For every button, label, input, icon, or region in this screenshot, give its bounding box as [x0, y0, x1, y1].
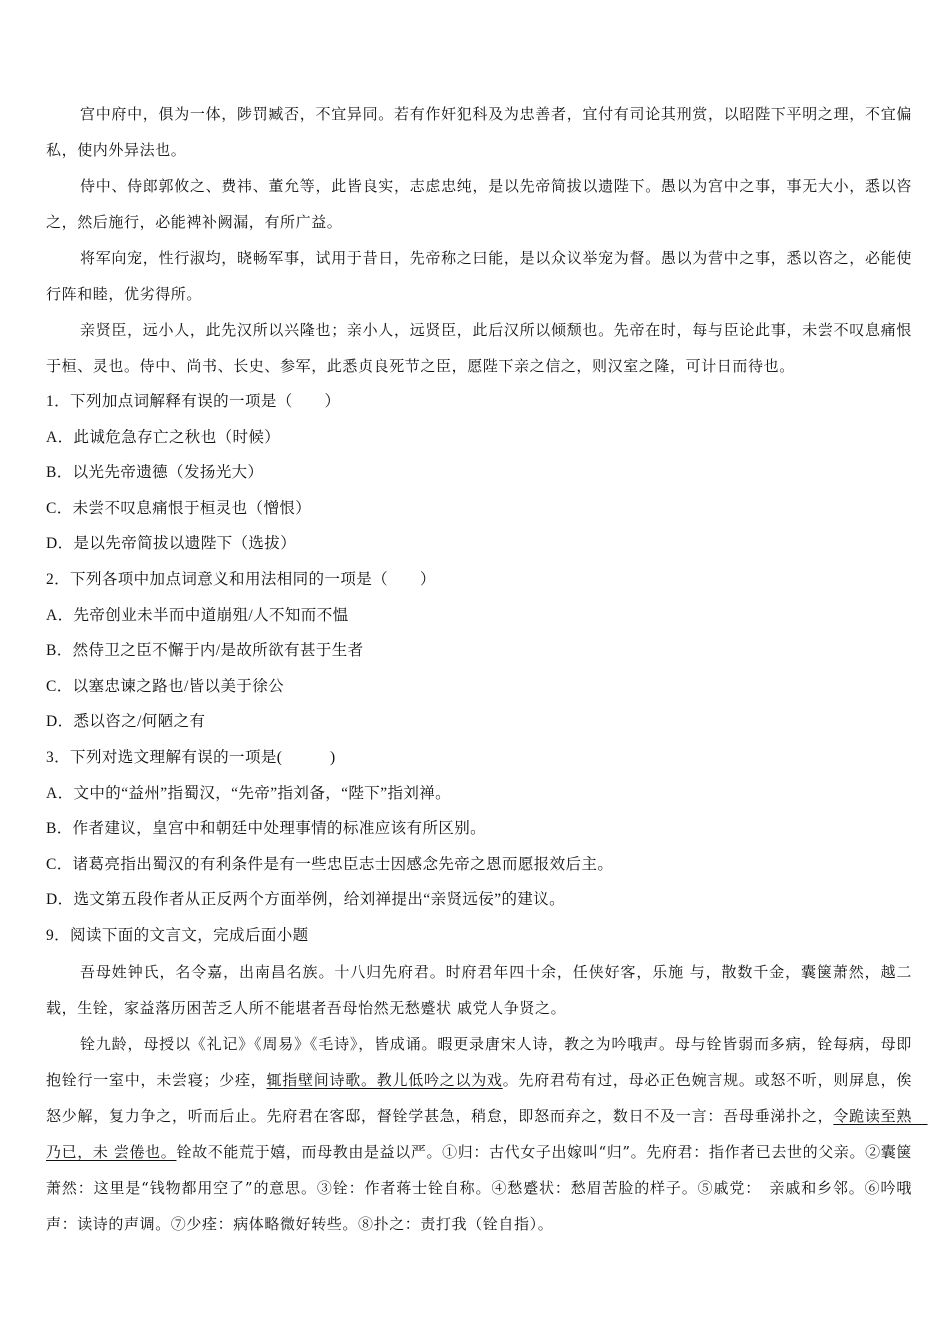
question-2-option-b: B．然侍卫之臣不懈于内/是故所欲有甚于生者: [46, 642, 364, 660]
question-1-option-c: C．未尝不叹息痛恨于桓灵也（憎恨）: [46, 499, 312, 517]
passage2-paragraph-2: [46, 1026, 928, 1242]
question-2: [46, 562, 912, 740]
question-3-option-d: D．选文第五段作者从正反两个方面举例，给刘禅提出“亲贤远佞”的建议。: [46, 891, 566, 909]
question-3-option-b: B．作者建议，皇宫中和朝廷中处理事情的标准应该有所区别。: [46, 820, 487, 838]
question-3-option-a: A．文中的“益州”指蜀汉，“先帝”指刘备，“陛下”指刘禅。: [46, 784, 452, 802]
underlined-sentence-2: 令跪读至熟 乃已，未 尝倦也。: [46, 1106, 928, 1161]
question-9: [46, 918, 928, 1242]
question-3: [46, 740, 912, 918]
question-1-stem: 1．下列加点词解释有误的一项是（ ）: [46, 393, 341, 410]
passage2-text-b: 。先府君苟有过，母必正色婉言规。或怒不听，则屏息，俟怒少解，复力争之，听而后止。先府君在客邸，督铨学甚急，稍怠，即怒而弃之，数日不及一言：吾母垂涕扑之，: [46, 1070, 912, 1125]
passage-chushibiao: [46, 96, 912, 384]
document-page: [46, 96, 928, 1242]
passage1-paragraph-3: 将军向宠，性行淑均，晓畅军事，试用于昔日，先帝称之曰能，是以众议举宠为督。愚以为营中之事，悉以咨之，必能使行阵和睦，优劣得所。: [46, 249, 912, 303]
passage2-text-c-with-notes: 铨故不能荒于嬉，而母教由是益以严。①归：古代女子出嫁叫“归”。先府君：指作者已去世的父亲。②囊箧萧然：这里是“钱物都用空了”的意思。③铨：作者蒋士铨自称。④愁蹙状：愁眉苦脸的样子。⑤戚党： 亲戚和乡邻。⑥吟哦 声：读诗的声调。⑦少痊：病体略微好转些。⑧扑之：责打我（铨自指）。: [46, 1142, 912, 1233]
question-2-stem: 2．下列各项中加点词意义和用法相同的一项是（ ）: [46, 570, 436, 588]
passage2-paragraph-1: 吾母姓钟氏，名令嘉，出南昌名族。十八归先府君。时府君年四十余，任侠好客，乐施 与，散数千金，囊箧萧然，越二载，生铨，家益落历困苦乏人所不能堪者吾母怡然无愁蹙状 戚党人争贤之。: [46, 962, 912, 1017]
question-1-option-b: B．以光先帝遗德（发扬光大）: [46, 464, 264, 482]
passage1-paragraph-1: 宫中府中，俱为一体，陟罚臧否，不宜异同。若有作奸犯科及为忠善者，宜付有司论其刑赏，以昭陛下平明之理，不宜偏私，使内外异法也。: [46, 105, 912, 159]
question-1-option-a: A．此诚危急存亡之秋也（时候）: [46, 428, 281, 446]
question-9-stem: 9．阅读下面的文言文，完成后面小题: [46, 926, 309, 944]
question-1-option-d: D．是以先帝简拔以遗陛下（选拔）: [46, 535, 297, 553]
passage1-paragraph-2: 侍中、侍郎郭攸之、费祎、董允等，此皆良实，志虑忠纯，是以先帝简拔以遗陛下。愚以为宫中之事，事无大小，悉以咨之，然后施行，必能裨补阙漏，有所广益。: [46, 177, 912, 231]
underlined-sentence-1: 辄指壁间诗歌。教儿低吟之以为戏: [266, 1070, 503, 1089]
question-2-option-d: D．悉以咨之/何陋之有: [46, 713, 206, 731]
question-3-stem: 3．下列对选文理解有误的一项是( ): [46, 748, 336, 766]
question-3-option-c: C．诸葛亮指出蜀汉的有利条件是有一些忠臣志士因感念先帝之恩而愿报效后主。: [46, 855, 614, 873]
question-1: [46, 384, 912, 562]
question-2-option-a: A．先帝创业未半而中道崩殂/人不知而不愠: [46, 606, 349, 624]
passage2-text-a: 铨九龄，母授以《礼记》《周易》《毛诗》，皆成诵。暇更录唐宋人诗，教之为吟哦声。母与铨皆弱而多病，铨每病，母即抱铨行一室中，未尝寝；少痊，: [46, 1034, 912, 1089]
question-2-option-c: C．以塞忠谏之路也/皆以美于徐公: [46, 677, 285, 695]
passage1-paragraph-4: 亲贤臣，远小人，此先汉所以兴隆也；亲小人，远贤臣，此后汉所以倾颓也。先帝在时，每与臣论此事，未尝不叹息痛恨于桓、灵也。侍中、尚书、长史、参军，此悉贞良死节之臣，愿陛下亲之信之，则汉室之隆，可计日而待也。: [46, 321, 912, 375]
